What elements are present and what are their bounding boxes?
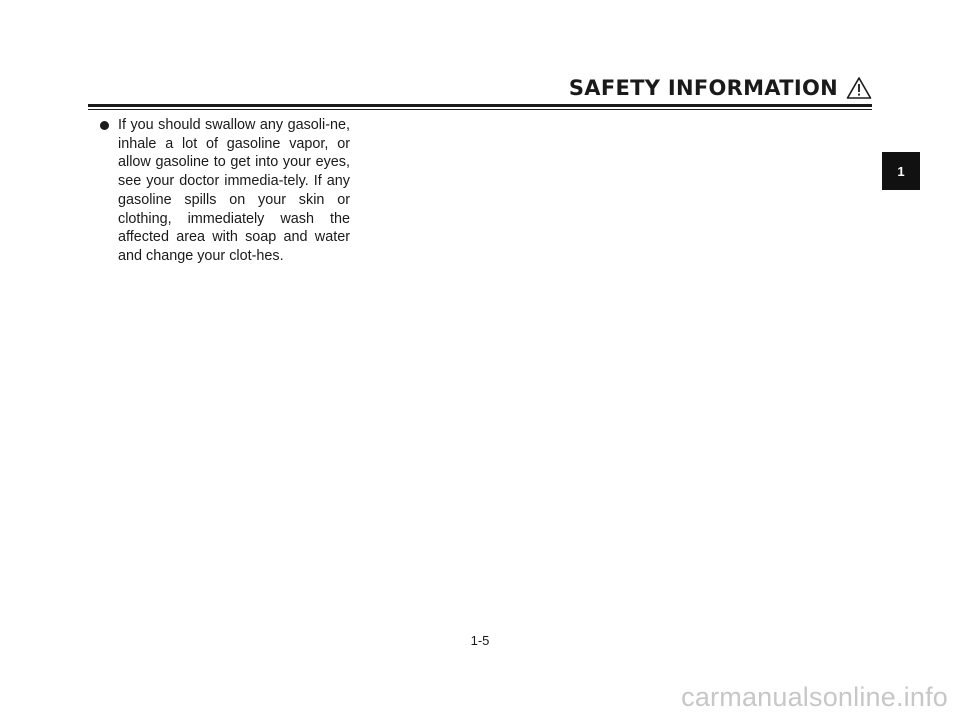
header-rule-thin	[88, 109, 872, 110]
bullet-item	[100, 116, 350, 266]
header-rule-thick	[88, 104, 872, 107]
bullet-dot-icon	[100, 121, 109, 130]
chapter-tab	[882, 152, 920, 190]
page-header	[0, 0, 960, 120]
watermark: carmanualsonline.info	[681, 682, 948, 712]
chapter-tab-label: 1	[897, 163, 905, 179]
page-number: 1-5	[470, 633, 490, 648]
section-title-text: SAFETY INFORMATION	[568, 76, 838, 100]
bullet-text: If you should swallow any gasoli-ne, inhale a lot of gasoline vapor, or allow gasoline to get into your eyes, see your doctor immedia-tely. If any gasoline spills on your skin or clothing, immediately wash the affected area with soap and water and change your clot-hes.	[118, 117, 350, 264]
section-title	[569, 76, 872, 100]
warning-triangle-icon	[846, 76, 872, 100]
content-column	[100, 116, 350, 266]
